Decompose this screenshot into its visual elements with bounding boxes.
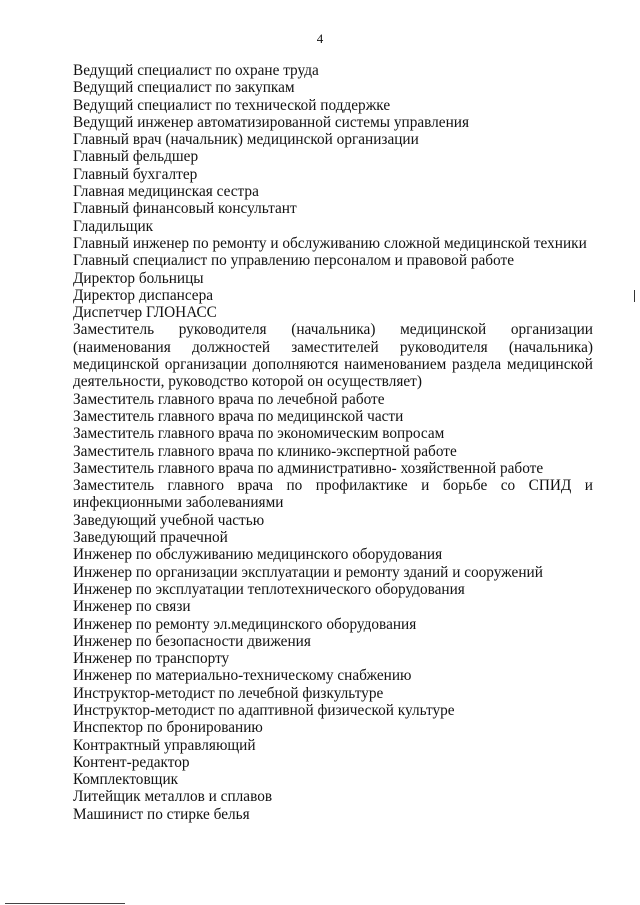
list-item: Инженер по безопасности движения	[73, 632, 311, 650]
list-item: Контрактный управляющий	[73, 736, 256, 754]
list-item: Ведущий специалист по технической поддержке	[73, 96, 391, 114]
list-item: Заместитель главного врача по административно- хозяйственной работе	[73, 459, 544, 477]
positions-list	[73, 62, 593, 823]
list-item: Гладильщик	[73, 217, 154, 235]
list-item: Заместитель руководителя (начальника) медицинской организации (наименования должностей заместителей руководителя (начальника) медицинской организации дополняются наименованием раздела медицинской деятельности, руководство которой он осуществляет)	[73, 321, 593, 391]
list-item: Заместитель главного врача по медицинской части	[73, 407, 404, 425]
list-item: Инженер по обслуживанию медицинского оборудования	[73, 546, 443, 564]
footer-rule	[5, 903, 125, 904]
list-item: Главный фельдшер	[73, 148, 199, 166]
list-item: Инженер по эксплуатации теплотехнического оборудования	[73, 580, 465, 598]
list-item: Инструктор-методист по адаптивной физической культуре	[73, 701, 455, 719]
list-item: Главный бухгалтер	[73, 165, 198, 183]
margin-mark	[634, 290, 635, 302]
list-item: Инженер по организации эксплуатации и ремонту зданий и сооружений	[73, 563, 543, 581]
list-item: Заместитель главного врача по клинико-экспертной работе	[73, 442, 457, 460]
list-item: Главный финансовый консультант	[73, 200, 297, 218]
page-number: 4	[316, 31, 324, 46]
list-item: Литейщик металлов и сплавов	[73, 788, 273, 806]
list-item: Контент-редактор	[73, 753, 190, 771]
list-item: Ведущий инженер автоматизированной системы управления	[73, 113, 470, 131]
list-item: Ведущий специалист по охране труда	[73, 62, 319, 79]
list-item: Комплектовщик	[73, 771, 179, 789]
list-item: Заведующий учебной частью	[73, 511, 265, 529]
list-item: Заместитель главного врача по лечебной работе	[73, 390, 385, 408]
list-item: Инженер по ремонту эл.медицинского оборудования	[73, 615, 417, 633]
list-item: Инженер по материально-техническому снабжению	[73, 667, 412, 685]
list-item: Инспектор по бронированию	[73, 719, 263, 737]
list-item: Главный врач (начальник) медицинской организации	[73, 131, 419, 149]
list-item: Заместитель главного врача по профилактике и борьбе со СПИД и инфекционными заболеваниями	[73, 477, 593, 512]
list-item: Заведующий прачечной	[73, 529, 228, 547]
list-item: Главный инженер по ремонту и обслуживанию сложной медицинской техники	[73, 234, 587, 252]
list-item: Главная медицинская сестра	[73, 183, 259, 201]
list-item: Инструктор-методист по лечебной физкультуре	[73, 684, 384, 702]
list-item: Машинист по стирке белья	[73, 805, 250, 823]
list-item: Инженер по транспорту	[73, 650, 230, 668]
list-item: Инженер по связи	[73, 598, 191, 616]
list-item: Директор диспансера	[73, 286, 214, 304]
list-item: Диспетчер ГЛОНАСС	[73, 304, 217, 322]
list-item: Заместитель главного врача по экономическим вопросам	[73, 425, 445, 443]
list-item: Директор больницы	[73, 269, 204, 287]
list-item: Главный специалист по управлению персоналом и правовой работе	[73, 252, 514, 270]
list-item: Ведущий специалист по закупкам	[73, 79, 295, 97]
